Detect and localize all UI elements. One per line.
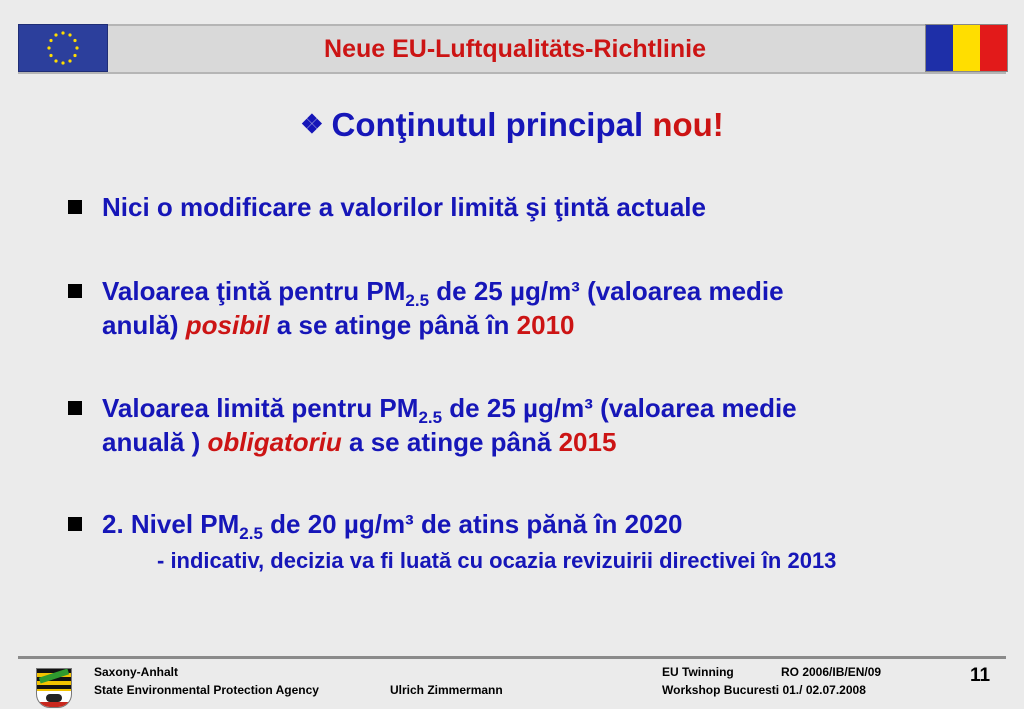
- bullet-text-part: de 25 µg/m³ (valoarea medie: [442, 393, 797, 423]
- bullet-text-part: anuală ): [102, 427, 208, 457]
- pm-subscript: 2.5: [239, 524, 263, 543]
- heading-main: Conţinutul principal: [331, 106, 653, 143]
- header-title: Neue EU-Luftqualitäts-Richtlinie: [324, 35, 706, 63]
- footer-project-code: RO 2006/IB/EN/09: [781, 665, 882, 679]
- bullet-item-4: [68, 507, 988, 541]
- sub-note: - indicativ, decizia va fi luată cu ocazia revizuirii directivei în 2013: [157, 548, 837, 573]
- page-number: 11: [970, 665, 991, 686]
- square-bullet-icon: [68, 517, 82, 531]
- bullet-text-part: 2. Nivel PM: [102, 509, 240, 539]
- footer-org-line1: Saxony-Anhalt: [94, 665, 179, 679]
- slide-heading: [0, 106, 1024, 144]
- square-bullet-icon: [68, 401, 82, 415]
- romania-flag-icon: [925, 24, 1008, 72]
- bullet-item-2: [68, 274, 988, 342]
- square-bullet-icon: [68, 284, 82, 298]
- four-diamond-icon: ❖: [300, 109, 324, 139]
- bullet-text-part: de 25 µg/m³ (valoarea medie: [429, 276, 784, 306]
- bullet-text-part: Valoarea limită pentru PM: [102, 393, 419, 423]
- pm-subscript: 2.5: [418, 408, 443, 427]
- flag-stripe-yellow: [953, 25, 980, 71]
- flag-stripe-red: [980, 25, 1007, 71]
- pm-subscript: 2.5: [405, 291, 430, 310]
- footer-org-line2: State Environmental Protection Agency: [94, 683, 319, 697]
- flag-stripe-blue: [926, 25, 953, 71]
- square-bullet-icon: [68, 200, 82, 214]
- highlight-word: obligatoriu: [207, 427, 342, 457]
- bullet-text-part: a se atinge până în: [269, 310, 517, 340]
- bullet-text: [102, 507, 988, 541]
- bullet-text: Nici o modificare a valorilor limită şi ţintă actuale: [102, 192, 706, 222]
- bullet-text-part: a se atinge până: [341, 427, 559, 457]
- footer-workshop: Workshop Bucuresti 01./ 02.07.2008: [662, 683, 866, 697]
- bullet-item-3: [68, 391, 988, 459]
- eu-flag-icon: [18, 24, 108, 72]
- saxony-anhalt-crest-icon: [36, 668, 72, 708]
- footer-author: Ulrich Zimmermann: [390, 683, 503, 697]
- highlight-year: 2010: [516, 310, 575, 340]
- heading-highlight: nou!: [652, 106, 724, 143]
- bullet-text-part: de 20 µg/m³ de atins pănă în 2020: [262, 509, 683, 539]
- bullet-text-part: anulă): [102, 310, 186, 340]
- highlight-word: posibil: [185, 310, 270, 340]
- bullet-text-part: Valoarea ţintă pentru PM: [102, 276, 406, 306]
- footer-project: EU Twinning: [662, 665, 734, 679]
- footer-divider: [18, 656, 1006, 659]
- bullet-text: [102, 391, 988, 459]
- highlight-year: 2015: [558, 427, 617, 457]
- bullet-text: [102, 274, 988, 342]
- bullet-item-1: [68, 190, 988, 224]
